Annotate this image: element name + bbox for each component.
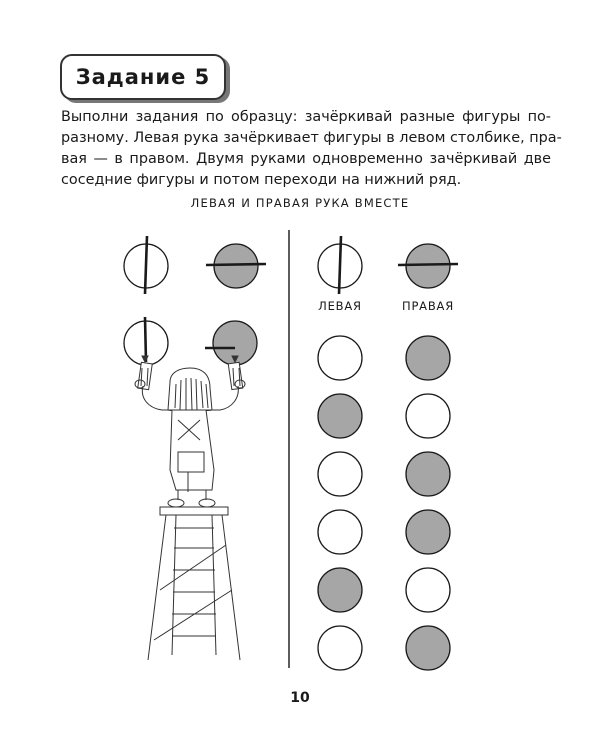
column-label-left: ЛЕВАЯ (318, 299, 362, 313)
exercise-circle-right-gray[interactable] (406, 336, 450, 380)
example-circle-white-crossed (124, 236, 168, 294)
example-circle-gray-crossed (206, 244, 266, 288)
section-subtitle: ЛЕВАЯ И ПРАВАЯ РУКА ВМЕСТЕ (190, 196, 410, 210)
exercise-circle-left-gray[interactable] (318, 394, 362, 438)
exercise-circles (318, 336, 450, 670)
exercise-circle-right-white[interactable] (406, 568, 450, 612)
girl-on-ladder-illustration (135, 356, 245, 660)
exercise-circle-right-gray[interactable] (406, 626, 450, 670)
sample-circle-white-crossed (318, 236, 362, 294)
exercise-circle-right-white[interactable] (406, 394, 450, 438)
instruction-line: вая — в правом. Двумя руками одновременно зачёркивай две (61, 151, 551, 167)
exercise-circle-left-white[interactable] (318, 626, 362, 670)
instruction-line: соседние фигуры и потом переходи на нижний ряд. (61, 172, 462, 188)
exercise-circle-left-white[interactable] (318, 452, 362, 496)
page-number: 10 (290, 690, 310, 706)
exercise-circle-left-gray[interactable] (318, 568, 362, 612)
sample-circle-gray-crossed (398, 244, 458, 288)
instruction-line: Выполни задания по образцу: зачёркивай разные фигуры по- (61, 109, 551, 125)
exercise-circle-left-white[interactable] (318, 510, 362, 554)
exercise-circle-right-gray[interactable] (406, 452, 450, 496)
exercise-circle-left-white[interactable] (318, 336, 362, 380)
instruction-line: разному. Левая рука зачёркивает фигуры в левом столбике, пра- (61, 130, 562, 146)
exercise-circle-right-gray[interactable] (406, 510, 450, 554)
task-title: Задание 5 (75, 65, 211, 89)
column-label-right: ПРАВАЯ (402, 299, 454, 313)
example-circle-gray-in-progress (205, 321, 257, 365)
